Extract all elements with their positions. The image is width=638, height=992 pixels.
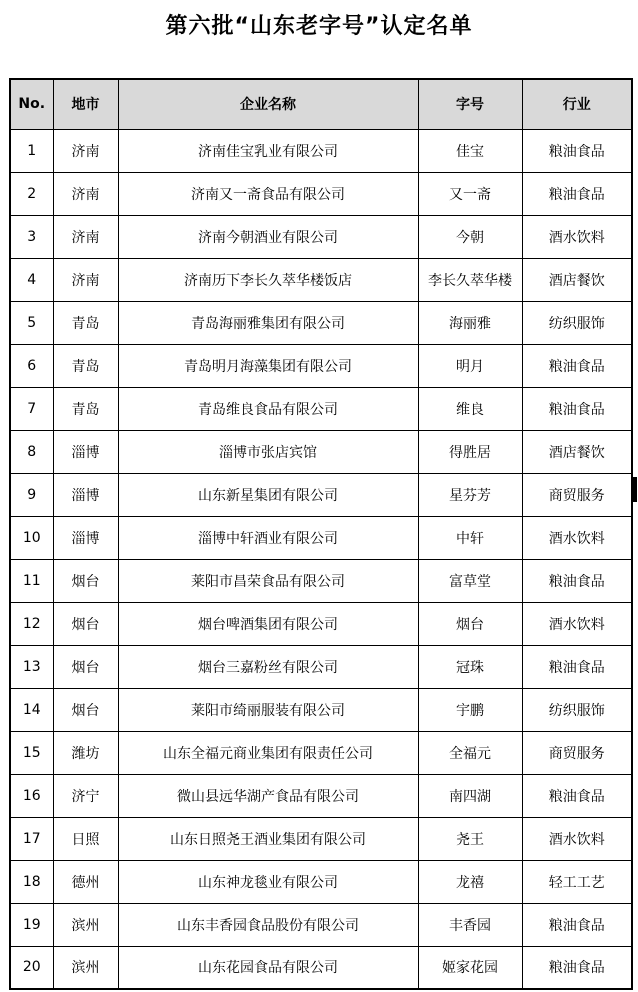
cell-industry: 酒水饮料 [522,817,632,860]
table-row [10,688,632,731]
table-row [10,258,632,301]
scrollbar-thumb[interactable] [633,477,637,502]
cell-city: 烟台 [53,559,118,602]
cell-industry: 粮油食品 [522,903,632,946]
cell-company: 烟台啤酒集团有限公司 [118,602,418,645]
table-row [10,430,632,473]
cell-no: 13 [10,645,53,688]
cell-city: 滨州 [53,946,118,989]
cell-no: 17 [10,817,53,860]
cell-company: 青岛海丽雅集团有限公司 [118,301,418,344]
cell-brand: 南四湖 [418,774,522,817]
table-row [10,860,632,903]
cell-no: 3 [10,215,53,258]
column-header-city: 地市 [53,79,118,129]
cell-company: 山东全福元商业集团有限责任公司 [118,731,418,774]
cell-no: 14 [10,688,53,731]
cell-no: 15 [10,731,53,774]
cell-brand: 丰香园 [418,903,522,946]
table-row [10,817,632,860]
cell-company: 山东神龙毯业有限公司 [118,860,418,903]
table-row [10,645,632,688]
column-header-brand: 字号 [418,79,522,129]
cell-industry: 粮油食品 [522,559,632,602]
cell-no: 6 [10,344,53,387]
cell-brand: 富草堂 [418,559,522,602]
cell-city: 德州 [53,860,118,903]
cell-city: 青岛 [53,301,118,344]
cell-no: 2 [10,172,53,215]
table-row [10,774,632,817]
table-row [10,172,632,215]
cell-industry: 酒店餐饮 [522,258,632,301]
cell-industry: 粮油食品 [522,344,632,387]
cell-brand: 宇鹏 [418,688,522,731]
cell-industry: 轻工工艺 [522,860,632,903]
cell-brand: 姬家花园 [418,946,522,989]
cell-industry: 纺织服饰 [522,688,632,731]
cell-brand: 尧王 [418,817,522,860]
cell-brand: 中轩 [418,516,522,559]
cell-industry: 粮油食品 [522,129,632,172]
cell-no: 18 [10,860,53,903]
cell-brand: 冠珠 [418,645,522,688]
cell-city: 济宁 [53,774,118,817]
cell-industry: 粮油食品 [522,645,632,688]
table-row [10,344,632,387]
cell-city: 济南 [53,258,118,301]
cell-brand: 又一斋 [418,172,522,215]
cell-city: 烟台 [53,645,118,688]
cell-brand: 李长久萃华楼 [418,258,522,301]
cell-brand: 海丽雅 [418,301,522,344]
cell-company: 烟台三嘉粉丝有限公司 [118,645,418,688]
table-row [10,731,632,774]
cell-no: 12 [10,602,53,645]
cell-company: 淄博中轩酒业有限公司 [118,516,418,559]
cell-city: 日照 [53,817,118,860]
cell-city: 青岛 [53,387,118,430]
cell-industry: 酒水饮料 [522,602,632,645]
cell-no: 7 [10,387,53,430]
cell-no: 4 [10,258,53,301]
cell-city: 淄博 [53,516,118,559]
table-row [10,516,632,559]
cell-company: 济南历下李长久萃华楼饭店 [118,258,418,301]
table-row [10,559,632,602]
cell-city: 烟台 [53,688,118,731]
cell-company: 济南今朝酒业有限公司 [118,215,418,258]
cell-city: 济南 [53,172,118,215]
cell-company: 山东花园食品有限公司 [118,946,418,989]
cell-city: 潍坊 [53,731,118,774]
cell-company: 莱阳市绮丽服装有限公司 [118,688,418,731]
brand-list-table [9,78,633,990]
cell-company: 青岛维良食品有限公司 [118,387,418,430]
cell-company: 山东新星集团有限公司 [118,473,418,516]
cell-no: 9 [10,473,53,516]
cell-city: 济南 [53,215,118,258]
cell-no: 11 [10,559,53,602]
page-title: 第六批“山东老字号”认定名单 [165,14,473,39]
table-row [10,903,632,946]
cell-industry: 商贸服务 [522,473,632,516]
cell-city: 滨州 [53,903,118,946]
cell-brand: 明月 [418,344,522,387]
cell-industry: 酒水饮料 [522,215,632,258]
cell-company: 山东日照尧王酒业集团有限公司 [118,817,418,860]
table-header-row [10,79,632,129]
table-row [10,946,632,989]
cell-industry: 商贸服务 [522,731,632,774]
cell-company: 莱阳市昌荣食品有限公司 [118,559,418,602]
cell-company: 淄博市张店宾馆 [118,430,418,473]
cell-no: 20 [10,946,53,989]
table-row [10,215,632,258]
cell-brand: 星芬芳 [418,473,522,516]
table-row [10,473,632,516]
cell-brand: 得胜居 [418,430,522,473]
cell-industry: 粮油食品 [522,774,632,817]
cell-industry: 酒水饮料 [522,516,632,559]
cell-brand: 佳宝 [418,129,522,172]
cell-no: 8 [10,430,53,473]
cell-no: 5 [10,301,53,344]
column-header-no: No. [10,79,53,129]
cell-city: 青岛 [53,344,118,387]
cell-brand: 烟台 [418,602,522,645]
cell-industry: 粮油食品 [522,387,632,430]
cell-company: 济南又一斋食品有限公司 [118,172,418,215]
cell-no: 16 [10,774,53,817]
column-header-industry: 行业 [522,79,632,129]
cell-no: 1 [10,129,53,172]
table-row [10,301,632,344]
table-row [10,129,632,172]
table-row [10,602,632,645]
cell-city: 济南 [53,129,118,172]
cell-city: 烟台 [53,602,118,645]
cell-brand: 维良 [418,387,522,430]
table-body [10,129,632,989]
cell-brand: 今朝 [418,215,522,258]
cell-company: 微山县远华湖产食品有限公司 [118,774,418,817]
cell-city: 淄博 [53,430,118,473]
cell-industry: 粮油食品 [522,172,632,215]
cell-brand: 全福元 [418,731,522,774]
cell-brand: 龙禧 [418,860,522,903]
column-header-company: 企业名称 [118,79,418,129]
cell-no: 19 [10,903,53,946]
cell-city: 淄博 [53,473,118,516]
cell-industry: 酒店餐饮 [522,430,632,473]
cell-industry: 纺织服饰 [522,301,632,344]
cell-company: 青岛明月海藻集团有限公司 [118,344,418,387]
cell-industry: 粮油食品 [522,946,632,989]
cell-company: 山东丰香园食品股份有限公司 [118,903,418,946]
cell-company: 济南佳宝乳业有限公司 [118,129,418,172]
table-row [10,387,632,430]
cell-no: 10 [10,516,53,559]
